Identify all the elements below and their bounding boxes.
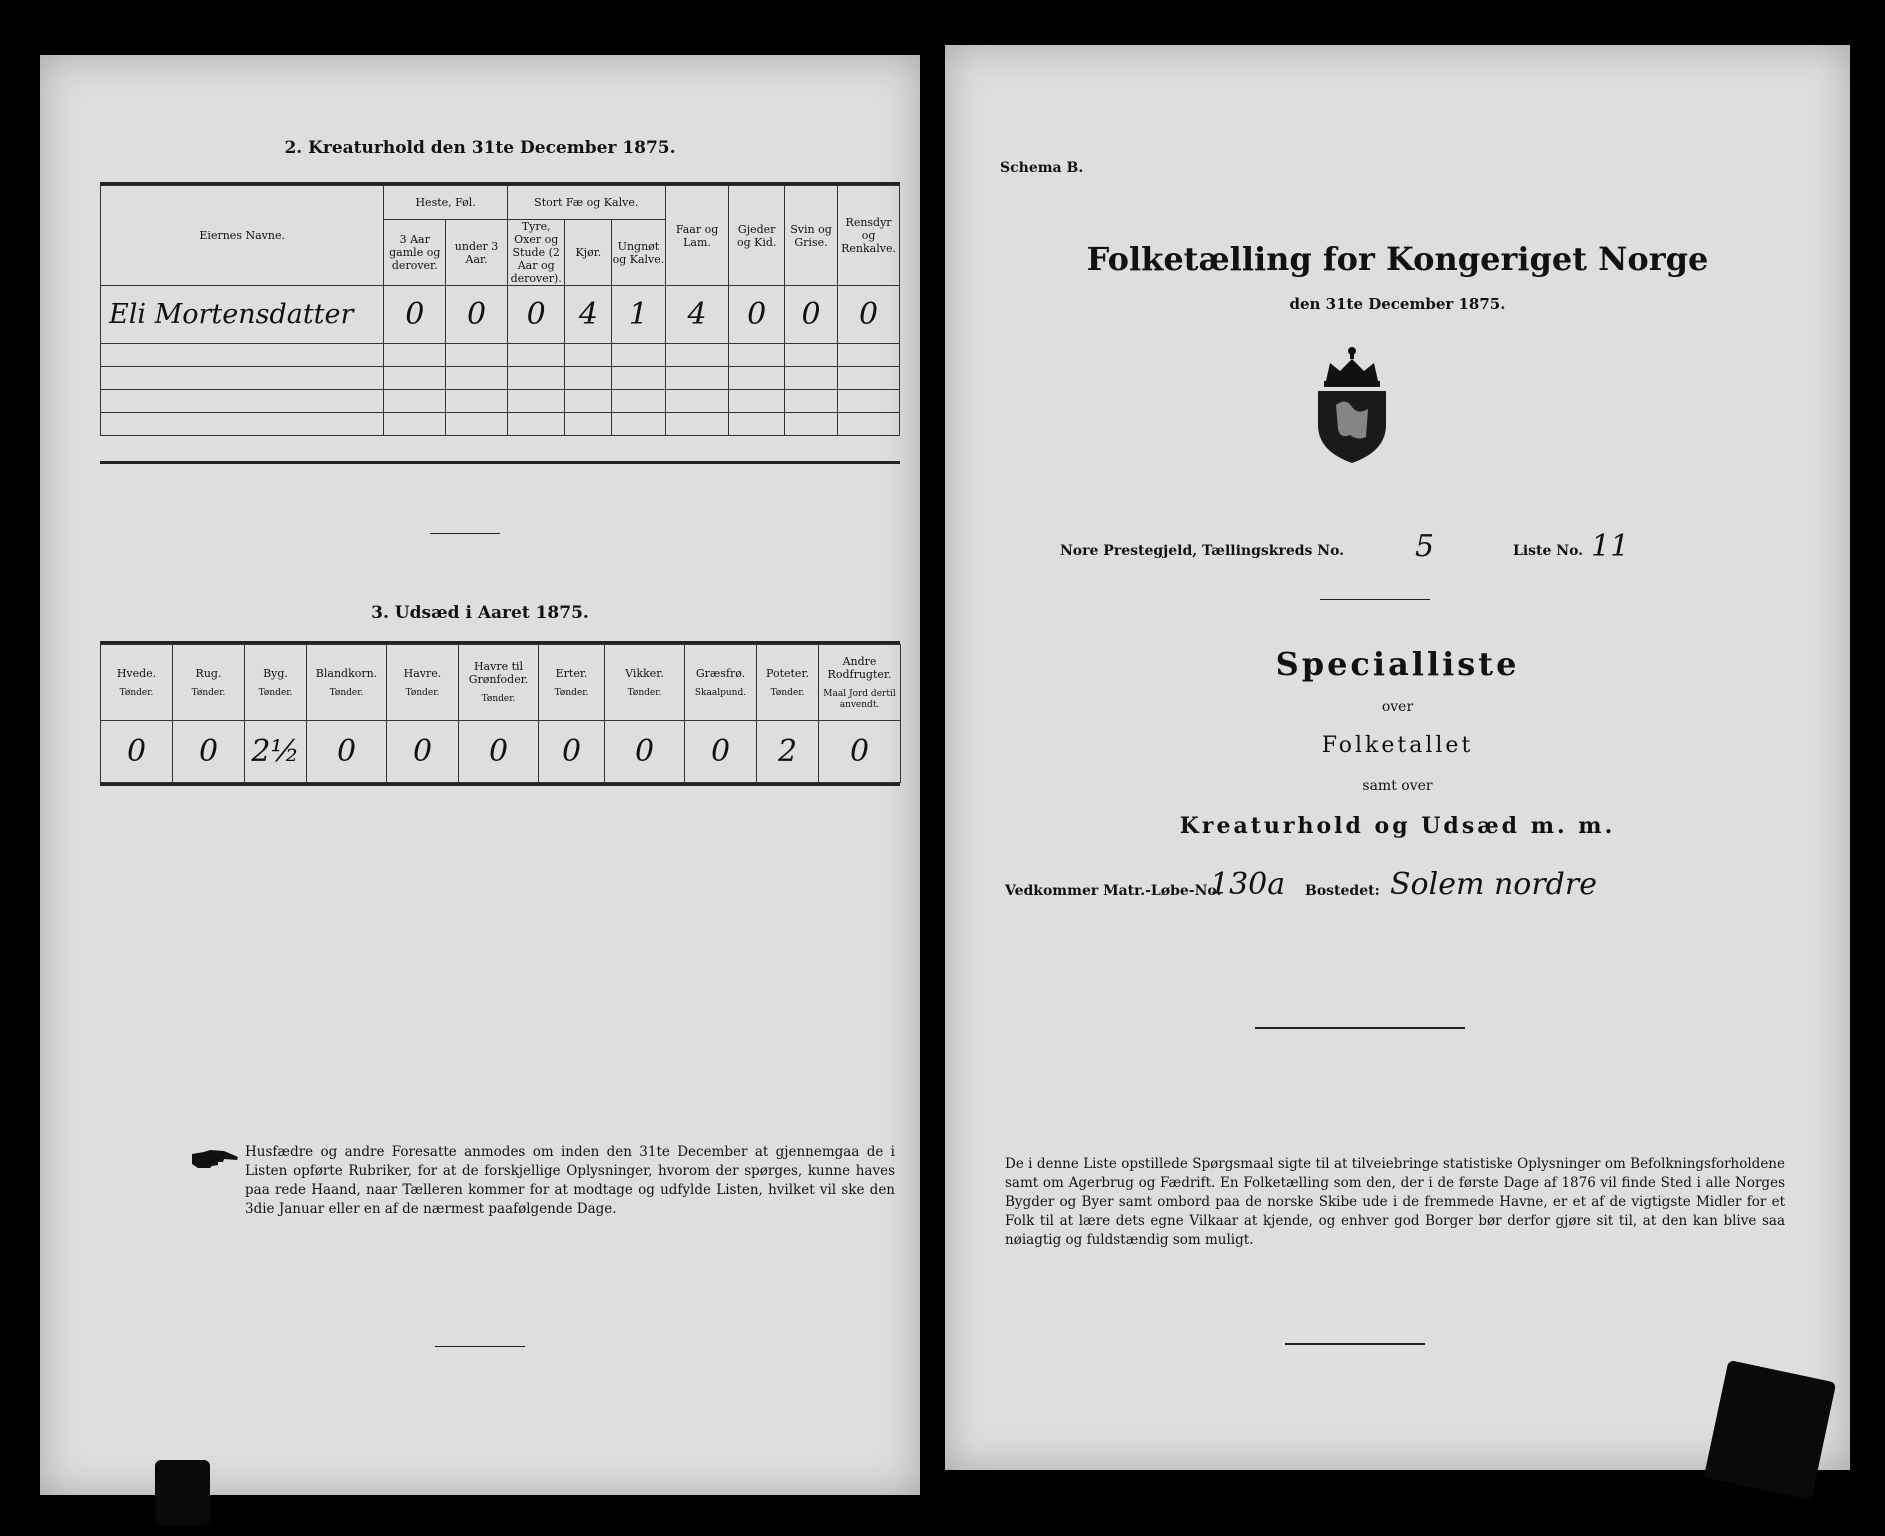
divider [435, 1346, 525, 1347]
value-cell: 0 [384, 286, 446, 344]
seed-column-header [459, 645, 539, 721]
seed-column-header [101, 645, 173, 721]
seed-value: 2 [757, 721, 819, 783]
value-cell: 4 [665, 286, 729, 344]
seed-value: 0 [307, 721, 387, 783]
seed-column-unit: Skaalpund. [694, 687, 747, 698]
kreaturhold-heading: Kreaturhold og Udsæd m. m. [1179, 813, 1616, 839]
list-number: 11 [1591, 529, 1630, 564]
seed-column-name: Havre til Grønfoder. [468, 660, 529, 686]
table-row [101, 413, 900, 436]
list-label: Liste No. [1513, 543, 1584, 559]
col-pigs: Svin og Grise. [784, 186, 837, 286]
over-text-1: over [1381, 699, 1414, 715]
seed-value: 0 [459, 721, 539, 783]
seed-column-header [757, 645, 819, 721]
value-cell: 0 [507, 286, 565, 344]
section2-title: 2. Kreaturhold den 31te December 1875. [284, 138, 676, 158]
seed-column-header [685, 645, 757, 721]
seed-value: 0 [605, 721, 685, 783]
seed-value: 0 [173, 721, 245, 783]
value-cell: 0 [729, 286, 784, 344]
left-notice: Husfædre og andre Foresatte anmodes om inden den 31te December at gjennemgaa de i Listen opførte Rubriker, for at de forskjellige Oplysninger, hvorom der spørges, kunne haves paa rede Haand, naar Tælleren kommer for at modtage og udfylde Listen, hvilket vil ske den 3die Januar eller en af de nærmest paafølgende Dage. [245, 1144, 895, 1217]
col-horses-old: 3 Aar gamle og derover. [384, 220, 446, 286]
schema-label: Schema B. [1000, 160, 1084, 176]
matr-label: Vedkommer Matr.-Løbe-No. [1005, 883, 1222, 899]
seed-column-name: Græsfrø. [695, 666, 746, 680]
pointing-hand-icon [190, 1148, 240, 1170]
col-sheep: Faar og Lam. [665, 186, 729, 286]
seed-column-unit: Tønder. [258, 687, 293, 698]
seed-column-name: Erter. [555, 666, 588, 680]
seed-column-name: Blandkorn. [315, 666, 378, 680]
samt-over-text: samt over [1362, 778, 1433, 794]
district-number: 5 [1415, 529, 1435, 564]
seed-column-name: Hvede. [116, 666, 157, 680]
seed-column-unit: Tønder. [191, 687, 226, 698]
seed-value: 0 [387, 721, 459, 783]
divider [100, 461, 900, 464]
seed-column-name: Havre. [403, 666, 442, 680]
seed-column-unit: Tønder. [554, 687, 589, 698]
divider [430, 533, 500, 534]
seed-value: 2½ [245, 721, 307, 783]
group-cattle: Stort Fæ og Kalve. [507, 186, 665, 220]
table-row [101, 367, 900, 390]
col-reindeer: Rensdyr og Renkalve. [838, 186, 900, 286]
seed-column-unit: Tønder. [405, 687, 440, 698]
seed-value: 0 [685, 721, 757, 783]
table-row [101, 286, 900, 344]
seed-column-unit: Tønder. [329, 687, 364, 698]
seed-column-name: Andre Rodfrugter. [827, 654, 892, 681]
matr-value: 130a [1210, 867, 1286, 902]
seed-column-unit: Maal Jord dertil anvendt. [823, 688, 896, 710]
value-cell: 4 [565, 286, 612, 344]
binding-tab [1704, 1360, 1837, 1500]
census-subtitle: den 31te December 1875. [1289, 295, 1506, 313]
owner-name: Eli Mortensdatter [101, 286, 384, 344]
seed-column-name: Rug. [195, 666, 222, 680]
value-cell: 0 [784, 286, 837, 344]
seed-column-name: Poteter. [766, 666, 809, 680]
seed-column-header [307, 645, 387, 721]
divider [100, 783, 900, 786]
bosted-value: Solem nordre [1390, 867, 1597, 902]
binding-tab [155, 1460, 210, 1525]
value-cell: 1 [612, 286, 665, 344]
livestock-table [100, 185, 900, 436]
seed-column-unit: Tønder. [770, 687, 805, 698]
seed-column-header [173, 645, 245, 721]
seed-value: 0 [539, 721, 605, 783]
value-cell: 0 [838, 286, 900, 344]
right-page [945, 45, 1850, 1470]
seed-column-header [387, 645, 459, 721]
seed-column-unit: Tønder. [627, 687, 662, 698]
group-horses: Heste, Føl. [384, 186, 508, 220]
census-title: Folketælling for Kongeriget Norge [1086, 240, 1709, 278]
divider [1255, 1027, 1465, 1029]
right-notice: De i denne Liste opstillede Spørgsmaal sigte til at tilveiebringe statistiske Oplysninger om Befolkningsforholdene samt om Agerbrug og Fædrift. En Folketælling som den, der i de første Dage af 1876 vil finde Sted i alle Norges Bygder og Byer samt ombord paa de norske Skibe ude i de fremmede Havne, er et af de vigtigste Midler for et Folk til at lære dets egne Vilkaar at kjende, og enhver god Borger bør derfor gjøre sit til, at den kan blive saa nøiagtig og fuldstændig som muligt. [1005, 1156, 1785, 1248]
seed-column-unit: Tønder. [119, 687, 154, 698]
bosted-label: Bostedet: [1305, 883, 1380, 899]
seed-value: 0 [819, 721, 901, 783]
specialliste-heading: Specialliste [1275, 645, 1520, 683]
col-cattle-young: Ungnøt og Kalve. [612, 220, 665, 286]
seed-column-header [819, 645, 901, 721]
table-row [101, 344, 900, 367]
divider [1285, 1343, 1425, 1345]
col-owner: Eiernes Navne. [101, 186, 384, 286]
seed-column-name: Byg. [263, 666, 288, 680]
seed-column-header [605, 645, 685, 721]
divider [1320, 599, 1430, 600]
col-cattle-bulls: Tyre, Oxer og Stude (2 Aar og derover). [507, 220, 565, 286]
seed-column-header [245, 645, 307, 721]
seed-column-unit: Tønder. [481, 694, 516, 704]
parish-label: Nore Prestegjeld, Tællingskreds No. [1060, 543, 1345, 559]
col-horses-young: under 3 Aar. [446, 220, 508, 286]
section3-title: 3. Udsæd i Aaret 1875. [371, 603, 589, 623]
seed-column-name: Vikker. [625, 666, 664, 680]
seed-value: 0 [101, 721, 173, 783]
seed-table [100, 644, 901, 783]
table-row [101, 390, 900, 413]
col-cattle-cows: Kjør. [565, 220, 612, 286]
value-cell: 0 [446, 286, 508, 344]
coat-of-arms-icon [1312, 345, 1392, 465]
folketallet-heading: Folketallet [1321, 733, 1474, 758]
col-goats: Gjeder og Kid. [729, 186, 784, 286]
seed-column-header [539, 645, 605, 721]
left-page [40, 55, 920, 1495]
